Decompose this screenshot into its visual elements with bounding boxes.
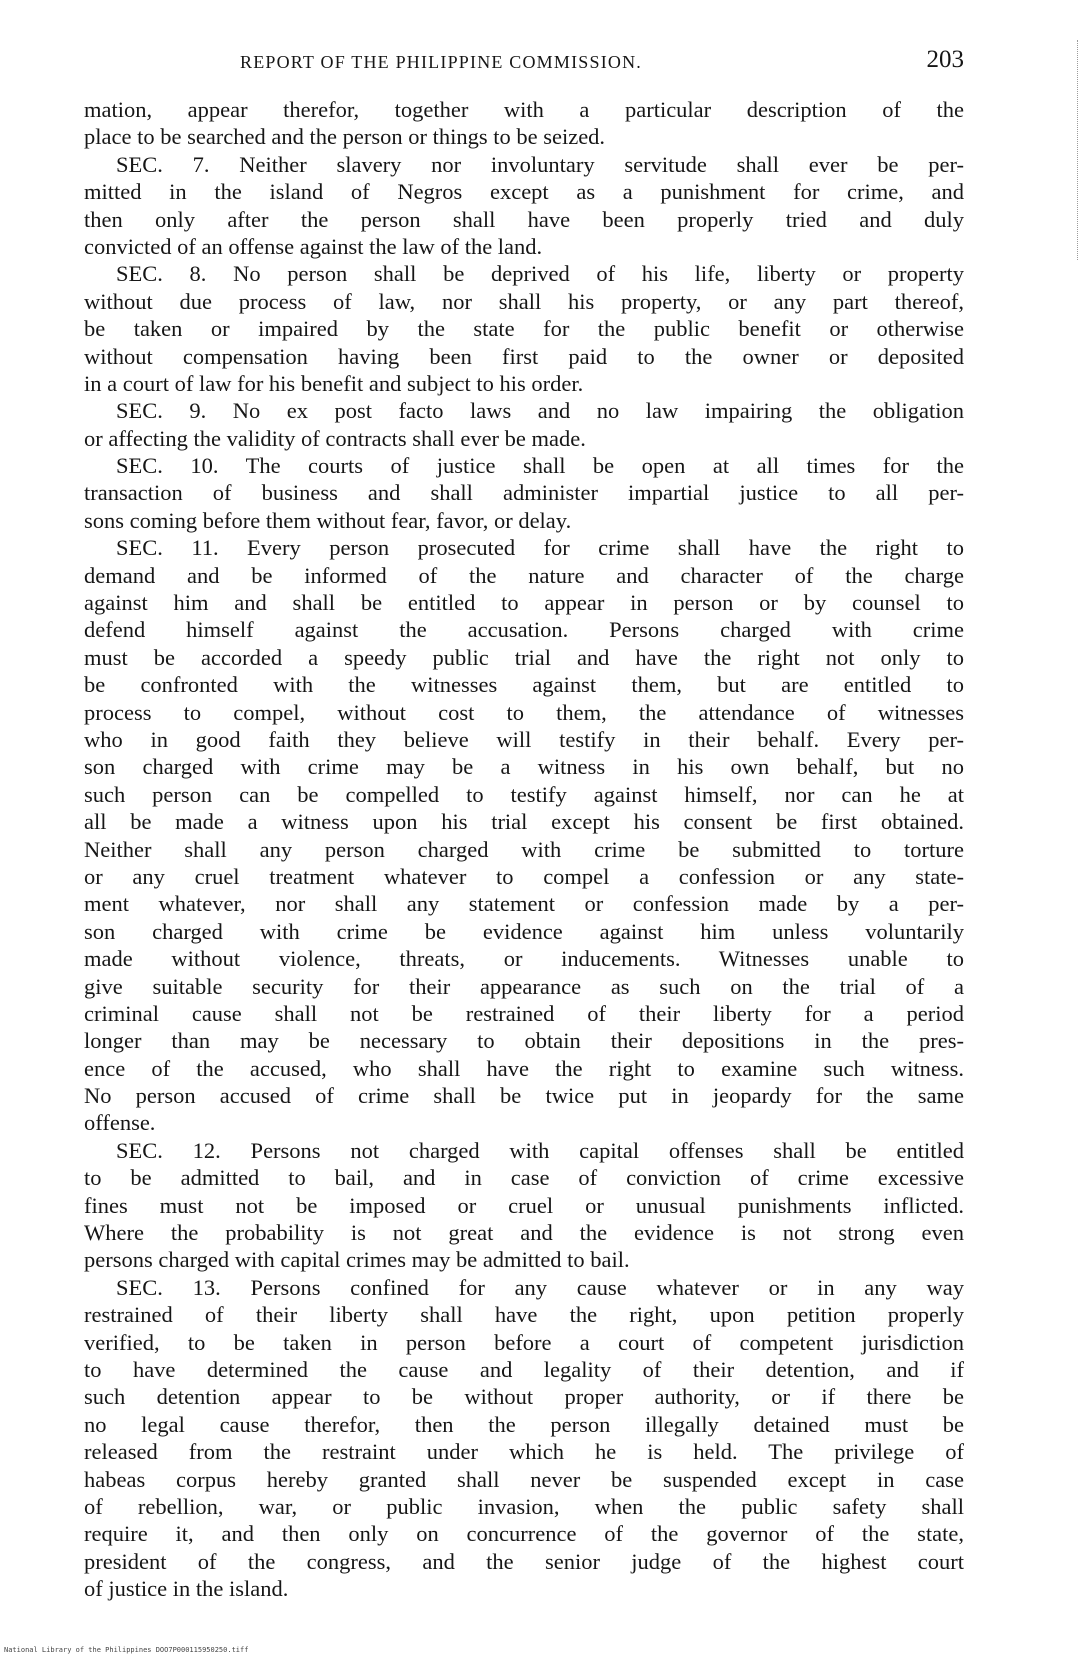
- text-line: habeas corpus hereby granted shall never be suspended except in case: [84, 1466, 964, 1492]
- text-line: demand and be informed of the nature and character of the charge: [84, 562, 964, 588]
- section-first-line: SEC. 11. Every person prosecuted for crime shall have the right to: [116, 535, 964, 561]
- text-line: of justice in the island.: [84, 1576, 289, 1602]
- text-line: be confronted with the witnesses against them, but are entitled to: [84, 672, 964, 698]
- text-line: no legal cause therefor, then the person illegally detained must be: [84, 1411, 964, 1437]
- scan-edge-mark: [1075, 40, 1078, 260]
- text-line: Neither shall any person charged with crime be submitted to torture: [84, 836, 964, 862]
- section-first-line: SEC. 7. Neither slavery nor involuntary servitude shall ever be per-: [116, 151, 964, 177]
- page-number: 203: [926, 46, 964, 73]
- text-line: all be made a witness upon his trial except his consent be first obtained.: [84, 809, 964, 835]
- text-line: mitted in the island of Negros except as a punishment for crime, and: [84, 179, 964, 205]
- body-text: [84, 96, 964, 1602]
- section-first-line: SEC. 12. Persons not charged with capital offenses shall be entitled: [116, 1137, 964, 1163]
- text-line: released from the restraint under which he is held. The privilege of: [84, 1439, 964, 1465]
- section-first-line: SEC. 9. No ex post facto laws and no law impairing the obligation: [116, 398, 964, 424]
- text-line: son charged with crime be evidence against him unless voluntarily: [84, 918, 964, 944]
- text-line: Where the probability is not great and the evidence is not strong even: [84, 1220, 964, 1246]
- text-line: against him and shall be entitled to appear in person or by counsel to: [84, 590, 964, 616]
- running-title: REPORT OF THE PHILIPPINE COMMISSION.: [240, 52, 643, 72]
- text-line: sons coming before them without fear, favor, or delay.: [84, 507, 572, 533]
- text-line: ence of the accused, who shall have the right to examine such witness.: [84, 1055, 964, 1081]
- text-line: or any cruel treatment whatever to compel a confession or any state-: [84, 863, 964, 889]
- text-line: such person can be compelled to testify against himself, nor can he at: [84, 781, 964, 807]
- text-line: son charged with crime may be a witness in his own behalf, but no: [84, 754, 964, 780]
- text-line: longer than may be necessary to obtain their depositions in the pres-: [84, 1028, 964, 1054]
- text-line: to be admitted to bail, and in case of conviction of crime excessive: [84, 1165, 964, 1191]
- text-line: defend himself against the accusation. Persons charged with crime: [84, 617, 964, 643]
- text-line: verified, to be taken in person before a court of competent jurisdiction: [84, 1329, 964, 1355]
- text-line: then only after the person shall have been properly tried and duly: [84, 206, 964, 232]
- text-line: president of the congress, and the senior judge of the highest court: [84, 1548, 964, 1574]
- section-first-line: SEC. 8. No person shall be deprived of his life, liberty or property: [116, 261, 964, 287]
- text-line: be taken or impaired by the state for the public benefit or otherwise: [84, 316, 964, 342]
- text-line: give suitable security for their appearance as such on the trial of a: [84, 973, 964, 999]
- text-line: criminal cause shall not be restrained of their liberty for a period: [84, 1000, 964, 1026]
- text-line: offense.: [84, 1110, 156, 1136]
- section-first-line: SEC. 13. Persons confined for any cause whatever or in any way: [116, 1274, 964, 1300]
- text-line: to have determined the cause and legality of their detention, and if: [84, 1356, 964, 1382]
- text-line: convicted of an offense against the law of the land.: [84, 233, 543, 259]
- text-line: transaction of business and shall administer impartial justice to all per-: [84, 480, 964, 506]
- text-line: such detention appear to be without proper authority, or if there be: [84, 1384, 964, 1410]
- text-line: without compensation having been first paid to the owner or deposited: [84, 343, 964, 369]
- text-line: or affecting the validity of contracts shall ever be made.: [84, 425, 586, 451]
- text-line: mation, appear therefor, together with a particular description of the: [84, 97, 964, 122]
- text-line: fines must not be imposed or cruel or unusual punishments inflicted.: [84, 1192, 964, 1218]
- text-line: require it, and then only on concurrence of the governor of the state,: [84, 1521, 964, 1547]
- section-first-line: SEC. 10. The courts of justice shall be open at all times for the: [116, 453, 964, 479]
- text-line: who in good faith they believe will testify in their behalf. Every per-: [84, 726, 964, 752]
- text-line: must be accorded a speedy public trial and have the right not only to: [84, 644, 964, 670]
- text-line: ment whatever, nor shall any statement or confession made by a per-: [84, 891, 964, 917]
- text-line: without due process of law, nor shall his property, or any part thereof,: [84, 288, 964, 314]
- text-line: place to be searched and the person or things to be seized.: [84, 124, 606, 150]
- text-line: made without violence, threats, or inducements. Witnesses unable to: [84, 946, 964, 972]
- text-line: in a court of law for his benefit and subject to his order.: [84, 370, 584, 396]
- text-line: No person accused of crime shall be twice put in jeopardy for the same: [84, 1083, 964, 1109]
- text-line: persons charged with capital crimes may be admitted to bail.: [84, 1247, 630, 1273]
- text-line: of rebellion, war, or public invasion, when the public safety shall: [84, 1493, 964, 1519]
- text-line: process to compel, without cost to them, the attendance of witnesses: [84, 699, 964, 725]
- archive-footer: National Library of the Philippines DOO7P000115950250.tiff: [4, 1646, 249, 1654]
- text-line: restrained of their liberty shall have the right, upon petition properly: [84, 1302, 964, 1328]
